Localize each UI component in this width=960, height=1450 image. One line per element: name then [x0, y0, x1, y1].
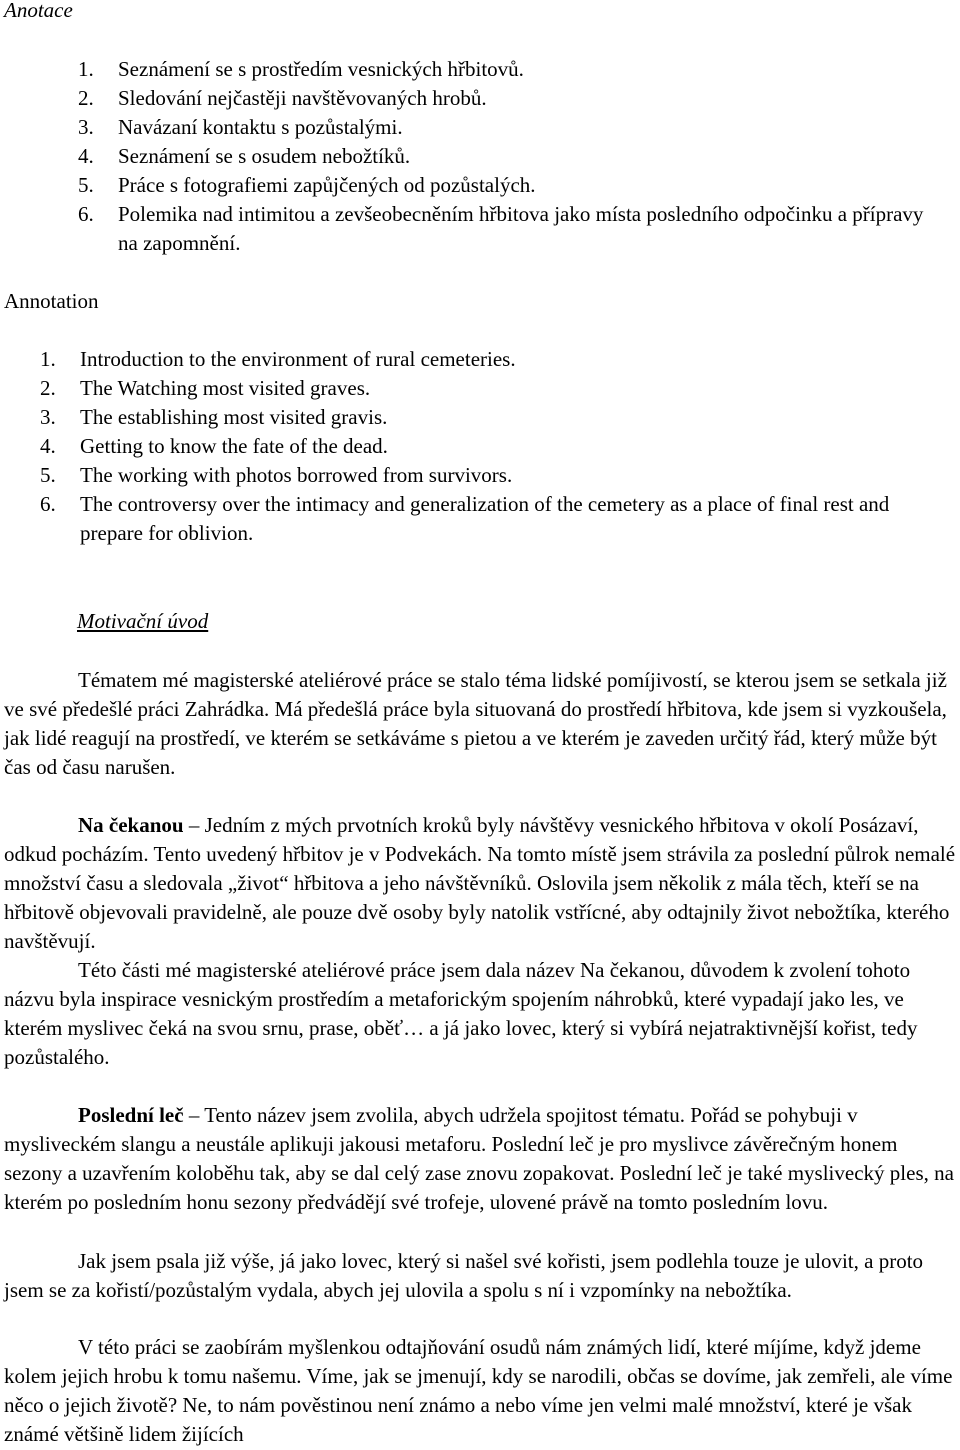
- paragraph-text: V této práci se zaobírám myšlenkou odtajňování osudů nám známých lidí, které míjíme, když jdeme kolem jejich hrobu k tomu našemu. Víme, jak se jmenují, kdy se narodili, občas se dovíme, jak zemřeli, ale víme něco o jejich životě? Ne, to nám pověstinou není známo a nebo víme jen velmi malé množství, které je však známé většině lidem žijících: [4, 1335, 953, 1446]
- list-text: Sledování nejčastěji navštěvovaných hrobů.: [118, 86, 487, 110]
- list-item: [40, 345, 940, 374]
- list-text: Getting to know the fate of the dead.: [80, 434, 388, 458]
- list-number: 5.: [78, 173, 94, 197]
- anotace-heading: Anotace: [4, 0, 73, 22]
- list-number: 6.: [78, 202, 94, 226]
- list-number: 2.: [40, 376, 56, 400]
- list-item: [78, 84, 938, 113]
- list-item: [40, 490, 940, 548]
- paragraph: [4, 811, 960, 956]
- section-heading: Motivační úvod: [77, 609, 209, 633]
- list-item: [78, 200, 938, 258]
- list-number: 4.: [40, 434, 56, 458]
- list-text: The controversy over the intimacy and generalization of the cemetery as a place of final rest and prepare for oblivion.: [80, 492, 890, 545]
- paragraph: [4, 1247, 960, 1305]
- list-number: 3.: [78, 115, 94, 139]
- list-item: [40, 374, 940, 403]
- list-text: Seznámení se s prostředím vesnických hřbitovů.: [118, 57, 524, 81]
- paragraph: [4, 666, 960, 782]
- paragraph-text: Jak jsem psala již výše, já jako lovec, který si našel své kořisti, jsem podlehla touze je ulovit, a proto jsem se za kořistí/pozůstalým vydala, abych jej ulovila a spolu s ní i vzpomínky na nebožtíka.: [4, 1249, 924, 1302]
- list-text: Polemika nad intimitou a zevšeobecněním hřbitova jako místa posledního odpočinku a přípravy na zapomnění.: [118, 202, 924, 255]
- list-item: [40, 461, 940, 490]
- list-item: [78, 142, 938, 171]
- list-text: Introduction to the environment of rural cemeteries.: [80, 347, 516, 371]
- list-text: Seznámení se s osudem nebožtíků.: [118, 144, 411, 168]
- paragraph-text: Tématem mé magisterské ateliérové práce se stalo téma lidské pomíjivostí, se kterou jsem se setkala již ve své předešlé práci Zahrádka. Má předešlá práce byla situovaná do prostředí hřbitova, kde jsem si vyzkoušela, jak lidé reagují na prostředí, ve kterém se setkáváme s pietou a ve kterém je zaveden určitý řád, který může být čas od času narušen.: [4, 668, 947, 779]
- list-text: Práce s fotografiemi zapůjčených od pozůstalých.: [118, 173, 536, 197]
- list-number: 2.: [78, 86, 94, 110]
- anotace-list: [78, 55, 938, 258]
- list-text: The working with photos borrowed from survivors.: [80, 463, 513, 487]
- paragraph-text: Této části mé magisterské ateliérové práce jsem dala název Na čekanou, důvodem k zvolení tohoto názvu byla inspirace vesnickým prostředím a metaforickým spojením náhrobků, které vypadají jako les, ve kterém myslivec čeká na svou srnu, prase, oběť… a já jako lovec, který si vybírá nejatraktivnější kořist, tedy pozůstalého.: [4, 958, 918, 1069]
- list-text: The Watching most visited graves.: [80, 376, 371, 400]
- annotation-heading: Annotation: [4, 289, 99, 313]
- list-item: [40, 432, 940, 461]
- list-number: 6.: [40, 492, 56, 516]
- list-number: 3.: [40, 405, 56, 429]
- annotation-list: [40, 345, 940, 548]
- list-item: [78, 55, 938, 84]
- paragraph-bold-lead: Poslední leč: [78, 1103, 184, 1127]
- paragraph: [4, 1333, 960, 1449]
- paragraph: [4, 1101, 960, 1217]
- list-number: 5.: [40, 463, 56, 487]
- list-number: 4.: [78, 144, 94, 168]
- list-item: [78, 113, 938, 142]
- list-item: [40, 403, 940, 432]
- list-item: [78, 171, 938, 200]
- paragraph-text: – Jedním z mých prvotních kroků byly návštěvy vesnického hřbitova v okolí Posázaví, odkud pocházím. Tento uvedený hřbitov je v Podvekách. Na tomto místě jsem strávila za poslední půlrok nemalé množství času a sledovala „život“ hřbitova a jeho návštěvníků. Oslovila jsem několik z mála těch, kteří se na hřbitově objevovali pravidelně, ale pouze dvě osoby byly natolik vstřícné, aby odtajnily život nebožtíka, kterého navštěvují.: [4, 813, 956, 953]
- paragraph-bold-lead: Na čekanou: [78, 813, 184, 837]
- list-number: 1.: [40, 347, 56, 371]
- list-text: Navázaní kontaktu s pozůstalými.: [118, 115, 403, 139]
- list-text: The establishing most visited gravis.: [80, 405, 388, 429]
- paragraph: [4, 956, 960, 1072]
- list-number: 1.: [78, 57, 94, 81]
- paragraph-text: – Tento název jsem zvolila, abych udržela spojitost tématu. Pořád se pohybuji v mysliveckém slangu a neustále aplikuji jakousi metaforu. Poslední leč je pro myslivce závěrečným honem sezony a uzavřením koloběhu tak, aby se dal celý zase znovu zopakovat. Poslední leč je také myslivecký ples, na kterém po posledním honu sezony předvádějí své trofeje, ulovené právě na tomto posledním lovu.: [4, 1103, 954, 1214]
